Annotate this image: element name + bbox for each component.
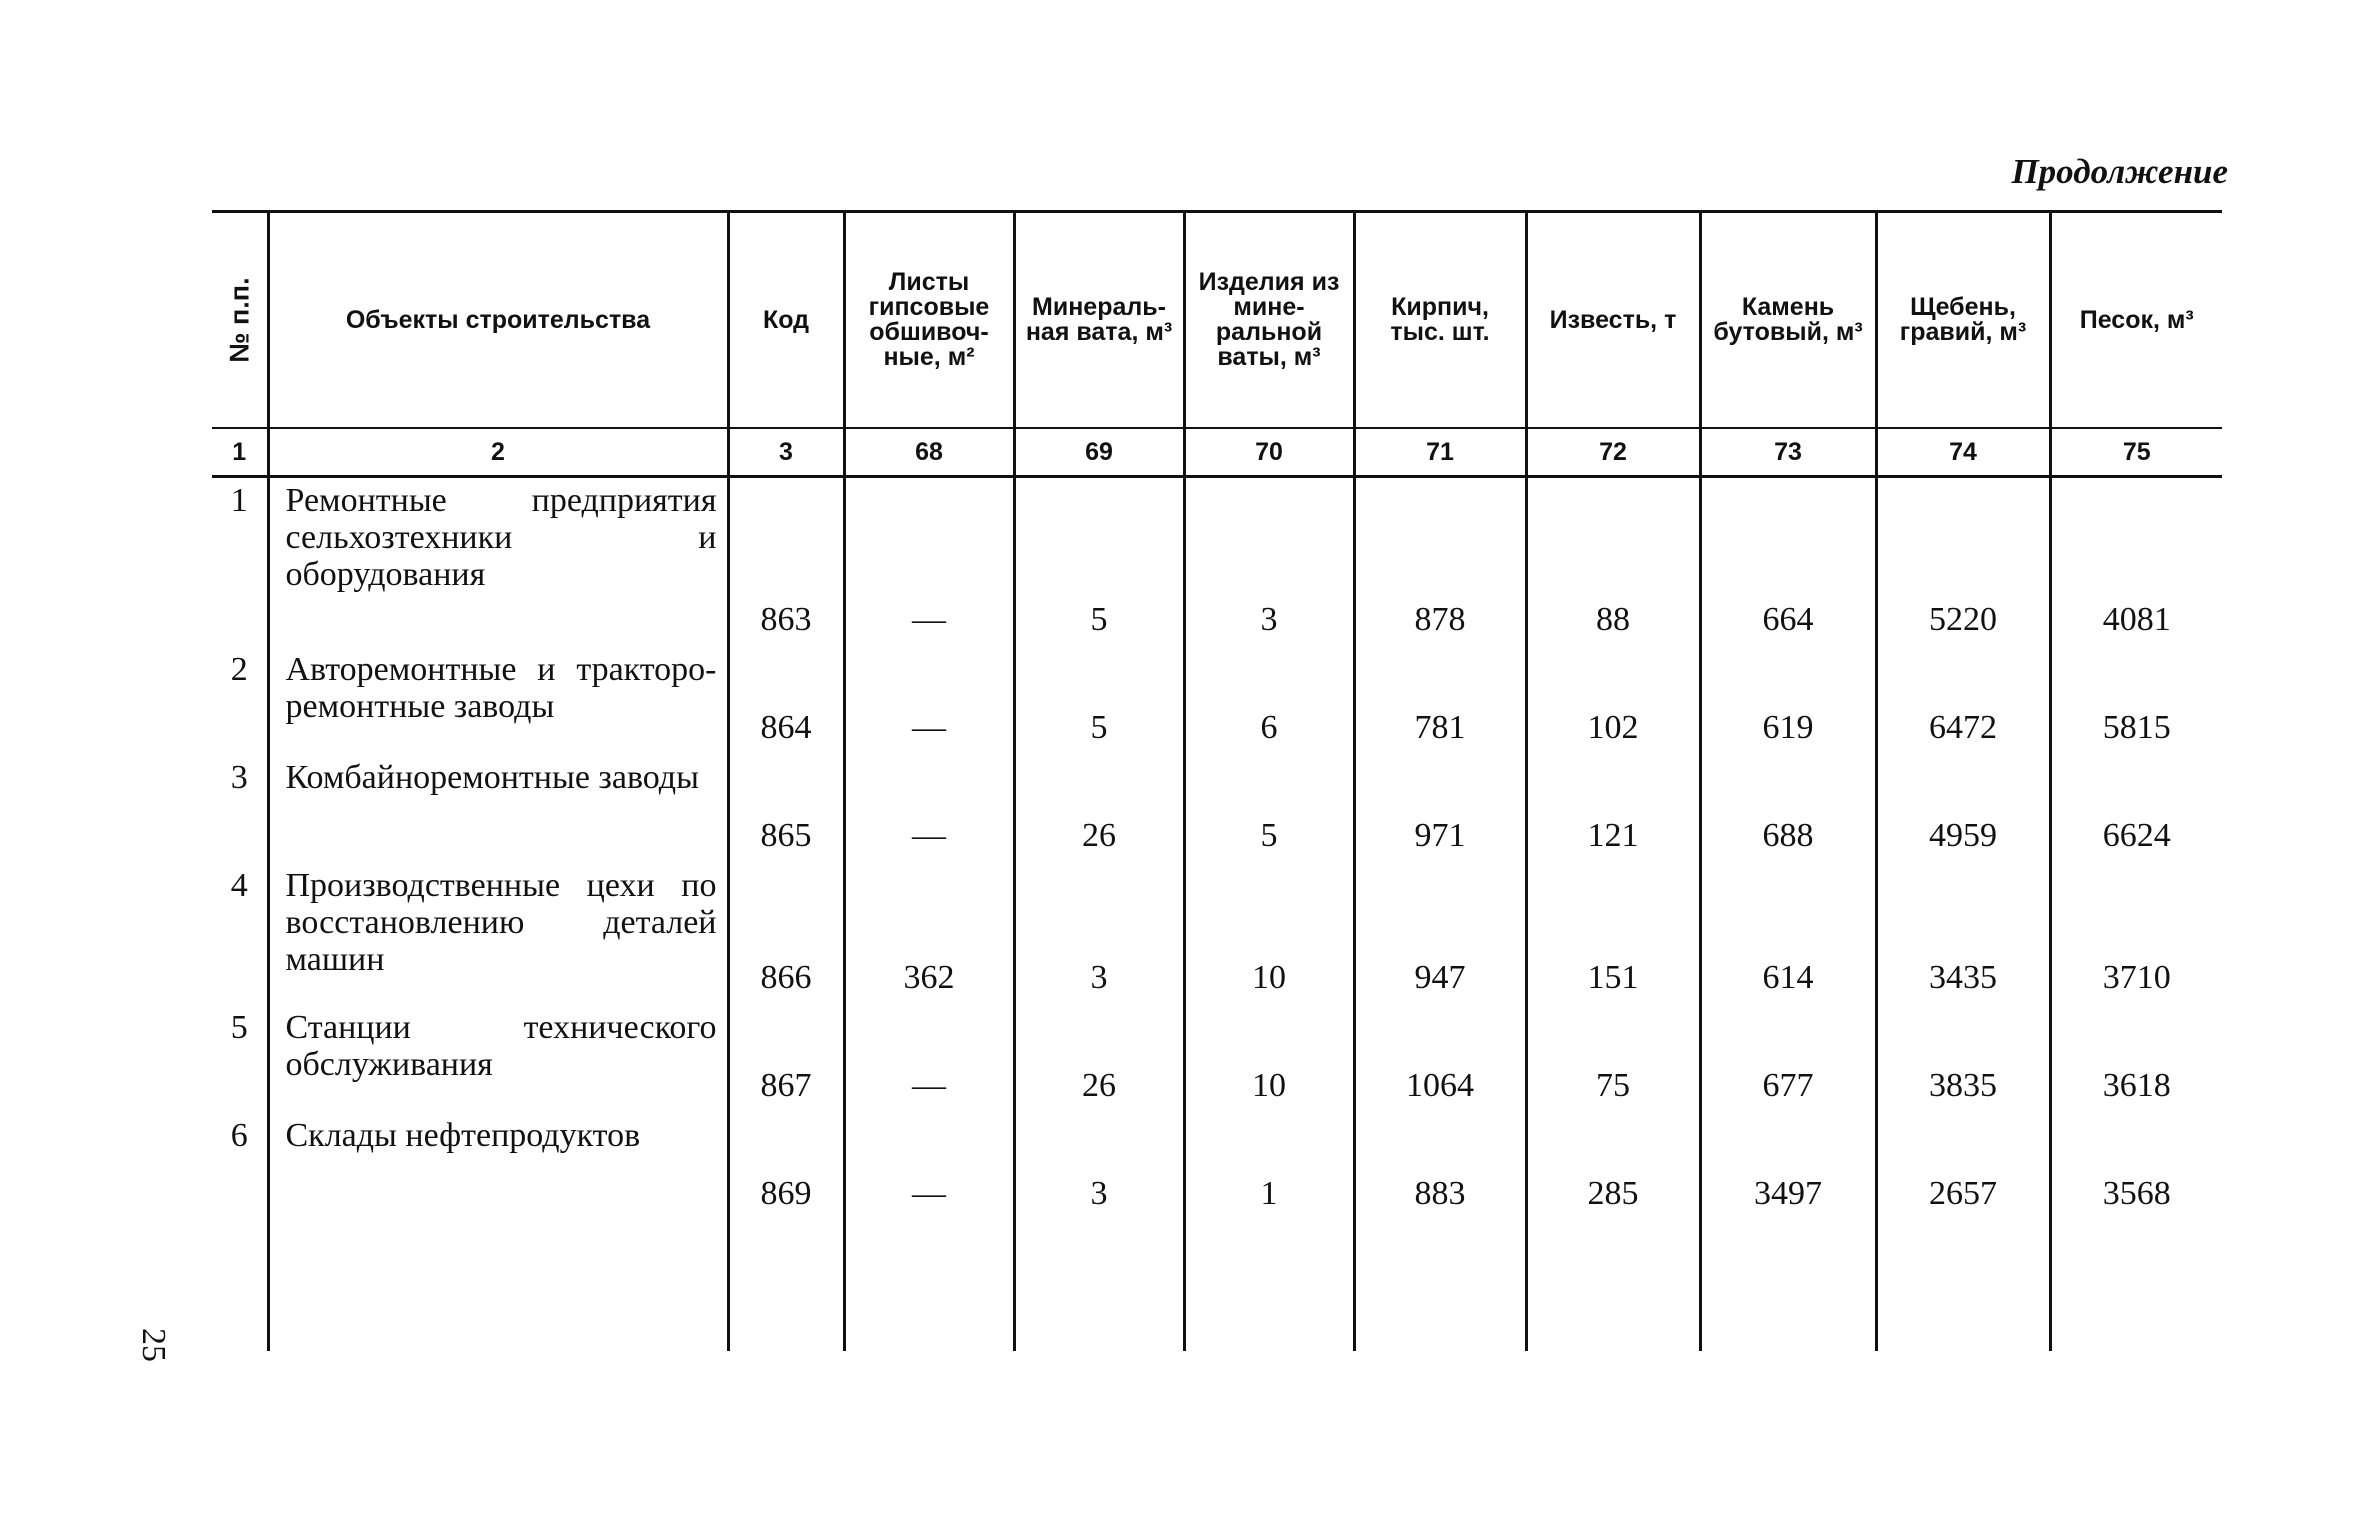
value-cell: 3618 xyxy=(2050,1005,2222,1113)
header-cell-69: Минераль-ная вата, м³ xyxy=(1014,212,1184,429)
row-number: 5 xyxy=(230,1008,248,1046)
header-cell-num: № п.п. xyxy=(212,212,268,429)
value-cell: 971 xyxy=(1354,755,1526,863)
header-cell-70: Изделия из мине-ральной ваты, м³ xyxy=(1184,212,1354,429)
value-cell: 947 xyxy=(1354,863,1526,1005)
column-number: 73 xyxy=(1700,428,1876,477)
value-cell: 102 xyxy=(1526,647,1700,755)
column-number-row xyxy=(212,428,2222,477)
row-number: 6 xyxy=(230,1116,248,1154)
value-cell: 5815 xyxy=(2050,647,2222,755)
value-cell: 5 xyxy=(1014,647,1184,755)
header-cell-72: Известь, т xyxy=(1526,212,1700,429)
table-row xyxy=(212,647,2222,755)
value-cell: 2657 xyxy=(1876,1113,2050,1221)
value-cell: 3835 xyxy=(1876,1005,2050,1113)
table-spacer xyxy=(212,1221,2222,1351)
table-row xyxy=(212,755,2222,863)
value-cell: 4081 xyxy=(2050,477,2222,647)
value-cell: — xyxy=(844,1113,1014,1221)
value-cell: 5 xyxy=(1014,477,1184,647)
header-cell-object: Объекты строительства xyxy=(268,212,728,429)
code-cell: 869 xyxy=(728,1113,844,1221)
header-row xyxy=(212,212,2222,429)
value-cell: 883 xyxy=(1354,1113,1526,1221)
page-number: 25 xyxy=(135,1328,172,1362)
value-cell: 121 xyxy=(1526,755,1700,863)
value-cell: 285 xyxy=(1526,1113,1700,1221)
table-row xyxy=(212,1005,2222,1113)
value-cell: 619 xyxy=(1700,647,1876,755)
value-cell: 878 xyxy=(1354,477,1526,647)
column-number: 74 xyxy=(1876,428,2050,477)
object-name: Станции технического обслуживания xyxy=(268,1005,728,1113)
object-name: Склады нефтепродуктов xyxy=(268,1113,728,1221)
value-cell: 26 xyxy=(1014,755,1184,863)
value-cell: 6472 xyxy=(1876,647,2050,755)
column-number: 70 xyxy=(1184,428,1354,477)
value-cell: 10 xyxy=(1184,863,1354,1005)
code-cell: 867 xyxy=(728,1005,844,1113)
value-cell: 1 xyxy=(1184,1113,1354,1221)
row-number: 3 xyxy=(230,758,248,796)
value-cell: 10 xyxy=(1184,1005,1354,1113)
value-cell: 3 xyxy=(1014,1113,1184,1221)
materials-table xyxy=(212,210,2222,1351)
value-cell: 6 xyxy=(1184,647,1354,755)
value-cell: 3435 xyxy=(1876,863,2050,1005)
value-cell: 781 xyxy=(1354,647,1526,755)
table-row xyxy=(212,1113,2222,1221)
header-cell-71: Кирпич, тыс. шт. xyxy=(1354,212,1526,429)
header-cell-75: Песок, м³ xyxy=(2050,212,2222,429)
value-cell: 5 xyxy=(1184,755,1354,863)
header-cell-73: Камень бутовый, м³ xyxy=(1700,212,1876,429)
column-number: 2 xyxy=(268,428,728,477)
value-cell: — xyxy=(844,477,1014,647)
header-cell-code: Код xyxy=(728,212,844,429)
object-name: Производственные цехи по восстановлению деталей машин xyxy=(268,863,728,1005)
code-cell: 866 xyxy=(728,863,844,1005)
value-cell: — xyxy=(844,647,1014,755)
row-number: 1 xyxy=(230,482,248,519)
value-cell: 3710 xyxy=(2050,863,2222,1005)
value-cell: — xyxy=(844,755,1014,863)
column-number: 69 xyxy=(1014,428,1184,477)
value-cell: 4959 xyxy=(1876,755,2050,863)
row-number: 2 xyxy=(230,650,248,688)
column-number: 71 xyxy=(1354,428,1526,477)
value-cell: 1064 xyxy=(1354,1005,1526,1113)
column-number: 3 xyxy=(728,428,844,477)
column-number: 72 xyxy=(1526,428,1700,477)
value-cell: — xyxy=(844,1005,1014,1113)
value-cell: 3 xyxy=(1184,477,1354,647)
header-cell-68: Листы гипсовые обшивоч-ные, м² xyxy=(844,212,1014,429)
code-cell: 863 xyxy=(728,477,844,647)
value-cell: 5220 xyxy=(1876,477,2050,647)
table-row xyxy=(212,863,2222,1005)
value-cell: 151 xyxy=(1526,863,1700,1005)
value-cell: 88 xyxy=(1526,477,1700,647)
object-name: Комбайноремонтные заводы xyxy=(268,755,728,863)
object-name: Ремонтные предприятия сельхозтехники и оборудования xyxy=(268,477,728,647)
value-cell: 362 xyxy=(844,863,1014,1005)
column-number: 1 xyxy=(212,428,268,477)
value-cell: 614 xyxy=(1700,863,1876,1005)
header-cell-74: Щебень, гравий, м³ xyxy=(1876,212,2050,429)
row-number: 4 xyxy=(230,866,248,904)
value-cell: 6624 xyxy=(2050,755,2222,863)
continuation-label: Продолжение xyxy=(2011,152,2228,191)
value-cell: 26 xyxy=(1014,1005,1184,1113)
value-cell: 688 xyxy=(1700,755,1876,863)
column-number: 68 xyxy=(844,428,1014,477)
code-cell: 864 xyxy=(728,647,844,755)
value-cell: 3568 xyxy=(2050,1113,2222,1221)
value-cell: 677 xyxy=(1700,1005,1876,1113)
code-cell: 865 xyxy=(728,755,844,863)
value-cell: 3 xyxy=(1014,863,1184,1005)
value-cell: 75 xyxy=(1526,1005,1700,1113)
value-cell: 664 xyxy=(1700,477,1876,647)
value-cell: 3497 xyxy=(1700,1113,1876,1221)
table-row xyxy=(212,477,2222,647)
column-number: 75 xyxy=(2050,428,2222,477)
object-name: Авторемонтные и трактороремонтные заводы xyxy=(268,647,728,755)
